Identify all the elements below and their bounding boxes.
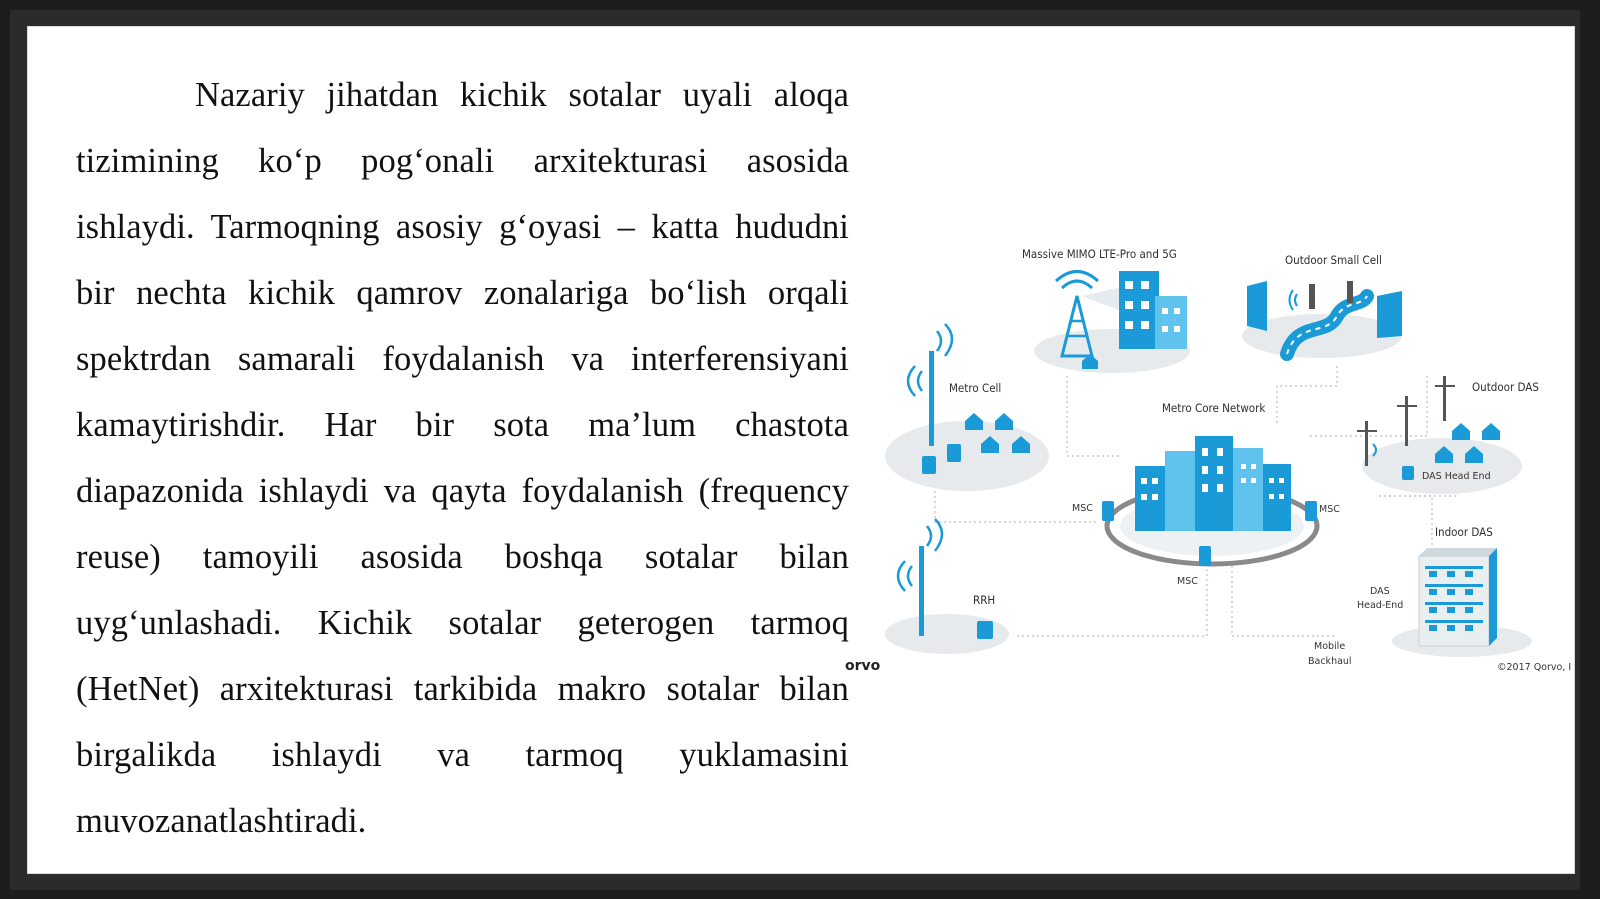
label-rrh: RRH: [973, 593, 996, 607]
label-indoor-das: Indoor DAS: [1435, 525, 1493, 539]
rrh-cluster: [885, 519, 1009, 654]
small-cell-network-diagram: [845, 226, 1597, 696]
label-metro-core: Metro Core Network: [1162, 401, 1266, 415]
metro-cell-cluster: [885, 324, 1049, 491]
metro-core-network: [1102, 436, 1317, 566]
outdoor-small-cell-cluster: [1242, 281, 1402, 358]
label-msc-bottom: MSC: [1177, 576, 1198, 587]
label-das-head-end-2: Head-End: [1357, 600, 1404, 611]
label-outdoor-small-cell: Outdoor Small Cell: [1285, 253, 1382, 267]
label-outdoor-das: Outdoor DAS: [1472, 380, 1539, 394]
label-das-head-end-1: DAS: [1370, 586, 1390, 597]
massive-mimo-cluster: [1034, 271, 1190, 373]
label-mobile-backhaul-2: Backhaul: [1308, 656, 1352, 667]
label-das-head-end-outdoor: DAS Head End: [1422, 471, 1491, 482]
copyright: ©2017 Qorvo, I: [1497, 662, 1572, 673]
slide: [27, 26, 1575, 874]
label-msc-right: MSC: [1319, 504, 1340, 515]
label-metro-cell: Metro Cell: [949, 381, 1002, 395]
indoor-das-building: [1392, 548, 1532, 657]
body-paragraph: Nazariy jihatdan kichik sotalar uyali aloqa tizimining ko‘p pog‘onali arxitekturasi asosida ishlaydi. Tarmoqning asosiy g‘oyasi – katta hududni bir nechta kichik qamrov zonalariga bo‘lish orqali spektrdan samarali foydalanish va interferensiyani kamaytirishdir. Har bir sota ma’lum chastota diapazonida ishlaydi va qayta foydalanish (frequency reuse) tamoyili asosida boshqa sotalar bilan uyg‘unlashadi. Kichik sotalar geterogen tarmoq (HetNet) arxitekturasi tarkibida makro sotalar bilan birgalikda ishlaydi va tarmoq yuklamasini muvozanatlashtiradi.: [76, 76, 849, 840]
label-mobile-backhaul-1: Mobile: [1314, 641, 1346, 652]
label-massive-mimo: Massive MIMO LTE-Pro and 5G: [1022, 247, 1177, 261]
label-msc-left: MSC: [1072, 503, 1093, 514]
qorvo-logo: orvo: [845, 658, 881, 674]
